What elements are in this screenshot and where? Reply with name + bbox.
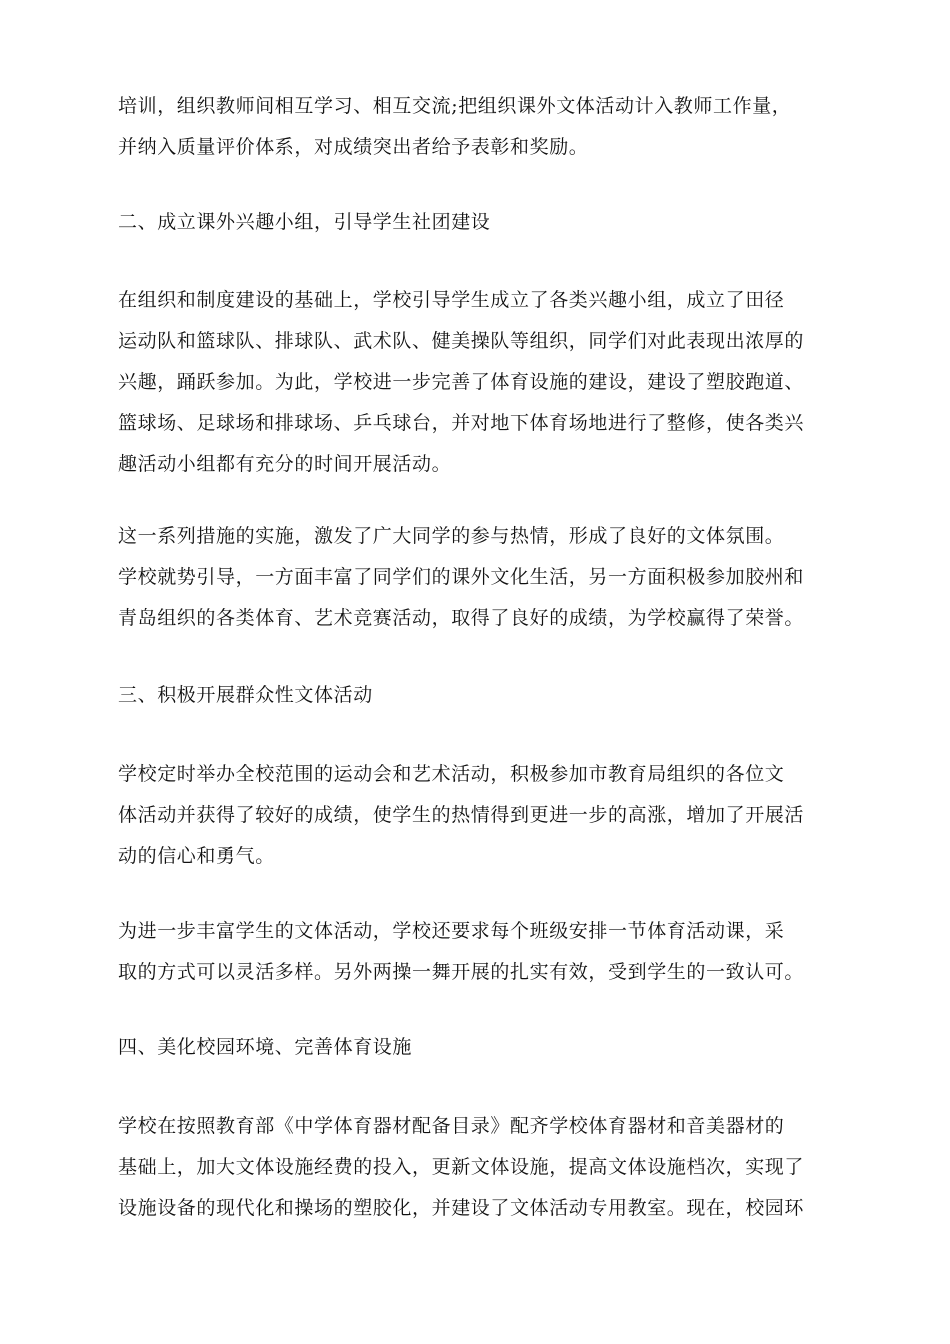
text-line: 学校就势引导，一方面丰富了同学们的课外文化生活，另一方面积极参加胶州和	[118, 566, 805, 588]
paragraph-mass-activities	[118, 754, 834, 877]
paragraph-facilities	[118, 1106, 834, 1229]
text-line: 篮球场、足球场和排球场、乒乓球台，并对地下体育场地进行了整修，使各类兴	[118, 412, 805, 434]
text-line: 这一系列措施的实施，激发了广大同学的参与热情，形成了良好的文体氛围。	[118, 525, 785, 547]
paragraph-measures	[118, 516, 834, 639]
paragraph-training	[118, 86, 834, 168]
section-heading-2: 二、成立课外兴趣小组，引导学生社团建设	[118, 211, 491, 233]
text-line: 动的信心和勇气。	[118, 845, 275, 867]
section-heading-4: 四、美化校园环境、完善体育设施	[118, 1036, 413, 1058]
text-line: 体活动并获得了较好的成绩，使学生的热情得到更进一步的高涨，增加了开展活	[118, 804, 805, 826]
text-line: 趣活动小组都有充分的时间开展活动。	[118, 453, 452, 475]
text-line: 学校在按照教育部《中学体育器材配备目录》配齐学校体育器材和音美器材的	[118, 1115, 785, 1137]
text-line: 取的方式可以灵活多样。另外两操一舞开展的扎实有效，受到学生的一致认可。	[118, 961, 805, 983]
text-line: 兴趣，踊跃参加。为此，学校进一步完善了体育设施的建设，建设了塑胶跑道、	[118, 371, 805, 393]
text-line: 运动队和篮球队、排球队、武术队、健美操队等组织，同学们对此表现出浓厚的	[118, 330, 805, 352]
paragraph-interest-groups	[118, 280, 834, 485]
text-line: 在组织和制度建设的基础上，学校引导学生成立了各类兴趣小组，成立了田径	[118, 289, 785, 311]
paragraph-pe-class	[118, 911, 834, 993]
text-line: 为进一步丰富学生的文体活动，学校还要求每个班级安排一节体育活动课，采	[118, 920, 785, 942]
text-line: 并纳入质量评价体系，对成绩突出者给予表彰和奖励。	[118, 136, 589, 158]
text-line: 设施设备的现代化和操场的塑胶化，并建设了文体活动专用教室。现在，校园环	[118, 1197, 805, 1219]
text-line: 基础上，加大文体设施经费的投入，更新文体设施，提高文体设施档次，实现了	[118, 1156, 805, 1178]
text-line: 培训，组织教师间相互学习、相互交流;把组织课外文体活动计入教师工作量，	[118, 95, 792, 117]
text-line: 青岛组织的各类体育、艺术竞赛活动，取得了良好的成绩，为学校赢得了荣誉。	[118, 607, 805, 629]
text-line: 学校定时举办全校范围的运动会和艺术活动，积极参加市教育局组织的各位文	[118, 763, 785, 785]
section-heading-3: 三、积极开展群众性文体活动	[118, 684, 373, 706]
